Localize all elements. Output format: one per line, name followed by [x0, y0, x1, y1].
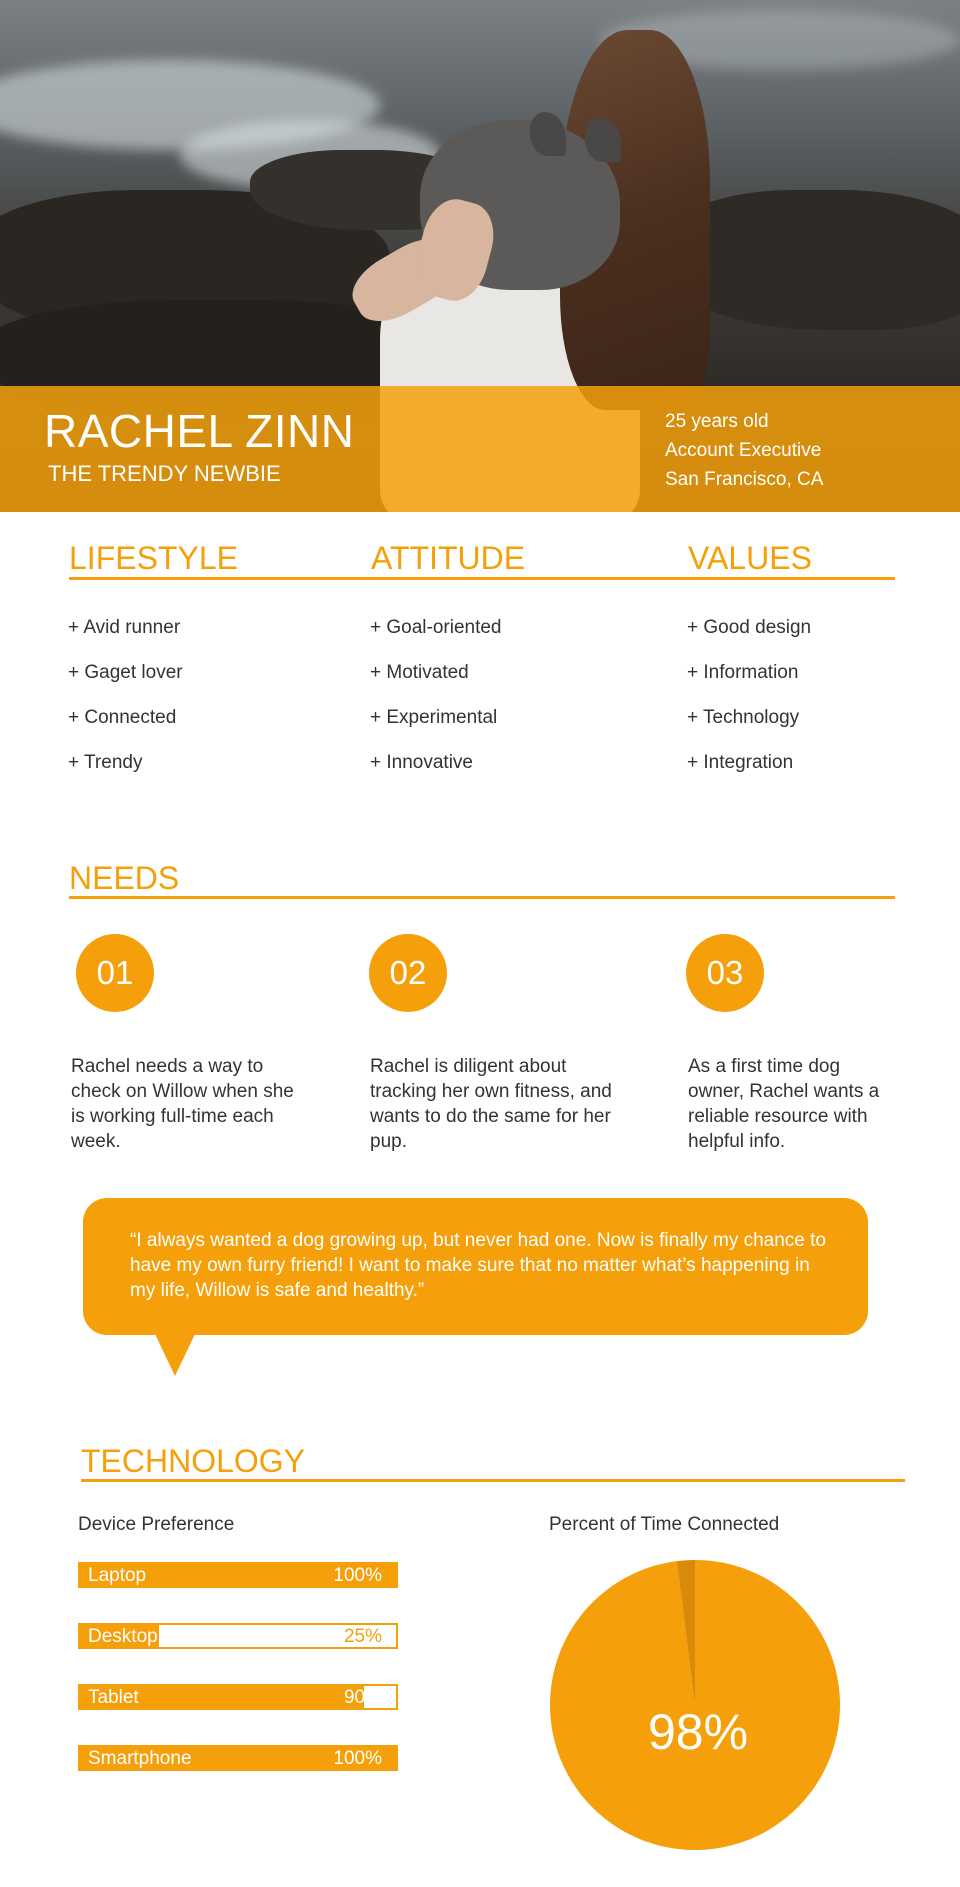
persona-facts	[665, 407, 823, 494]
time-connected-title: Percent of Time Connected	[549, 1514, 780, 1535]
device-preference-title: Device Preference	[78, 1514, 235, 1535]
list-item: + Motivated	[370, 662, 469, 683]
need-text-03: As a first time dog owner, Rachel wants a reliable resource with helpful info.	[688, 1056, 880, 1152]
device-bar-label: Laptop	[88, 1565, 147, 1586]
device-bar-value: 25%	[343, 1626, 382, 1647]
attitude-list	[370, 617, 502, 797]
attitude-heading: ATTITUDE	[371, 540, 526, 576]
list-item: + Good design	[687, 617, 812, 638]
device-bar-tablet	[78, 1684, 398, 1710]
list-item: + Experimental	[370, 707, 498, 728]
values-list	[687, 617, 811, 797]
list-item: + Information	[687, 662, 799, 683]
quote-bubble-tail	[155, 1334, 195, 1376]
device-bar-label: Tablet	[88, 1687, 139, 1708]
list-item: + Trendy	[68, 752, 143, 773]
persona-tagline: THE TRENDY NEWBIE	[48, 461, 281, 486]
persona-name: RACHEL ZINN	[44, 405, 355, 457]
persona-occupation: Account Executive	[665, 440, 822, 461]
list-item: + Avid runner	[68, 617, 181, 638]
list-item: + Innovative	[370, 752, 473, 773]
need-text-01: Rachel needs a way to check on Willow when she is working full-time each week.	[71, 1056, 294, 1152]
values-heading: VALUES	[688, 540, 812, 576]
pie-center-label: 98%	[647, 1704, 749, 1760]
need-number-01: 01	[76, 934, 154, 1012]
persona-age: 25 years old	[665, 411, 769, 432]
needs-heading: NEEDS	[69, 860, 180, 896]
list-item: + Integration	[687, 752, 794, 773]
technology-rule	[81, 1479, 905, 1482]
need-text-02: Rachel is diligent about tracking her own fitness, and wants to do the same for her pup.	[370, 1056, 612, 1152]
technology-heading: TECHNOLOGY	[81, 1443, 306, 1479]
device-bar-value: 100%	[333, 1748, 382, 1769]
need-number-03: 03	[686, 934, 764, 1012]
persona-quote: “I always wanted a dog growing up, but never had one. Now is finally my chance to have my own furry friend! I want to make sure that no matter what’s happening in my life, Willow is safe and healthy.”	[130, 1230, 826, 1301]
device-bar-smartphone	[78, 1745, 398, 1771]
persona-location: San Francisco, CA	[665, 469, 824, 490]
device-bar-desktop	[78, 1623, 398, 1649]
list-item: + Technology	[687, 707, 800, 728]
device-bar-value: 100%	[333, 1565, 382, 1586]
device-bar-value: 90%	[343, 1687, 382, 1708]
list-item: + Connected	[68, 707, 177, 728]
lifestyle-heading: LIFESTYLE	[69, 540, 238, 576]
needs-rule	[69, 896, 895, 899]
device-bar-label: Desktop	[88, 1626, 158, 1647]
list-item: + Gaget lover	[68, 662, 183, 683]
device-bar-laptop	[78, 1562, 398, 1588]
device-bar-label: Smartphone	[88, 1748, 192, 1769]
lifestyle-list	[68, 617, 183, 797]
list-item: + Goal-oriented	[370, 617, 502, 638]
traits-rule	[69, 577, 895, 580]
need-number-02: 02	[369, 934, 447, 1012]
